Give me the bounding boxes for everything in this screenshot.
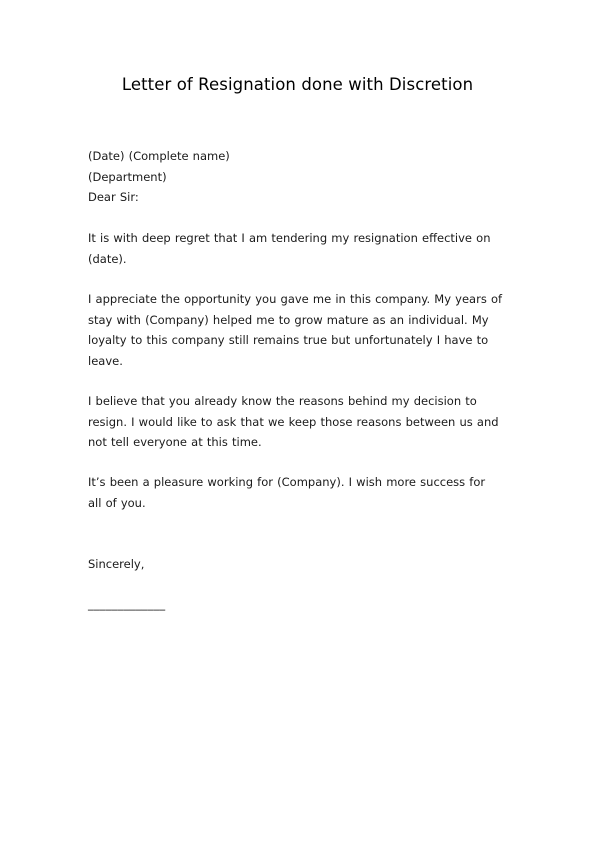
department-line: (Department) bbox=[88, 169, 167, 184]
closing: Sincerely, bbox=[88, 557, 145, 571]
signature-line: _____________ bbox=[88, 597, 166, 611]
paragraph-line: all of you. bbox=[88, 495, 146, 510]
paragraph-line: not tell everyone at this time. bbox=[88, 435, 262, 449]
paragraph-resignation-notice bbox=[88, 228, 518, 269]
paragraph-line: resign. I would like to ask that we keep those reasons between us and bbox=[88, 414, 499, 429]
salutation: Dear Sir: bbox=[88, 190, 139, 204]
paragraph-line: leave. bbox=[88, 353, 123, 368]
paragraph-farewell bbox=[88, 472, 518, 513]
paragraph-appreciation bbox=[88, 289, 518, 371]
paragraph-line: It is with deep regret that I am tendering my resignation effective on bbox=[88, 231, 491, 245]
letter-title: Letter of Resignation done with Discretion bbox=[121, 75, 474, 94]
paragraph-line: stay with (Company) helped me to grow mature as an individual. My bbox=[88, 312, 489, 327]
date-name-line: (Date) (Complete name) bbox=[88, 149, 230, 163]
paragraph-line: I appreciate the opportunity you gave me in this company. My years of bbox=[88, 292, 503, 306]
paragraph-line: I believe that you already know the reasons behind my decision to bbox=[88, 394, 477, 408]
paragraph-line: loyalty to this company still remains true but unfortunately I have to bbox=[88, 333, 489, 347]
paragraph-discretion-request bbox=[88, 391, 518, 453]
paragraph-line: It’s been a pleasure working for (Company). I wish more success for bbox=[88, 475, 486, 489]
paragraph-line: (date). bbox=[88, 251, 127, 266]
letter-header bbox=[88, 146, 518, 208]
